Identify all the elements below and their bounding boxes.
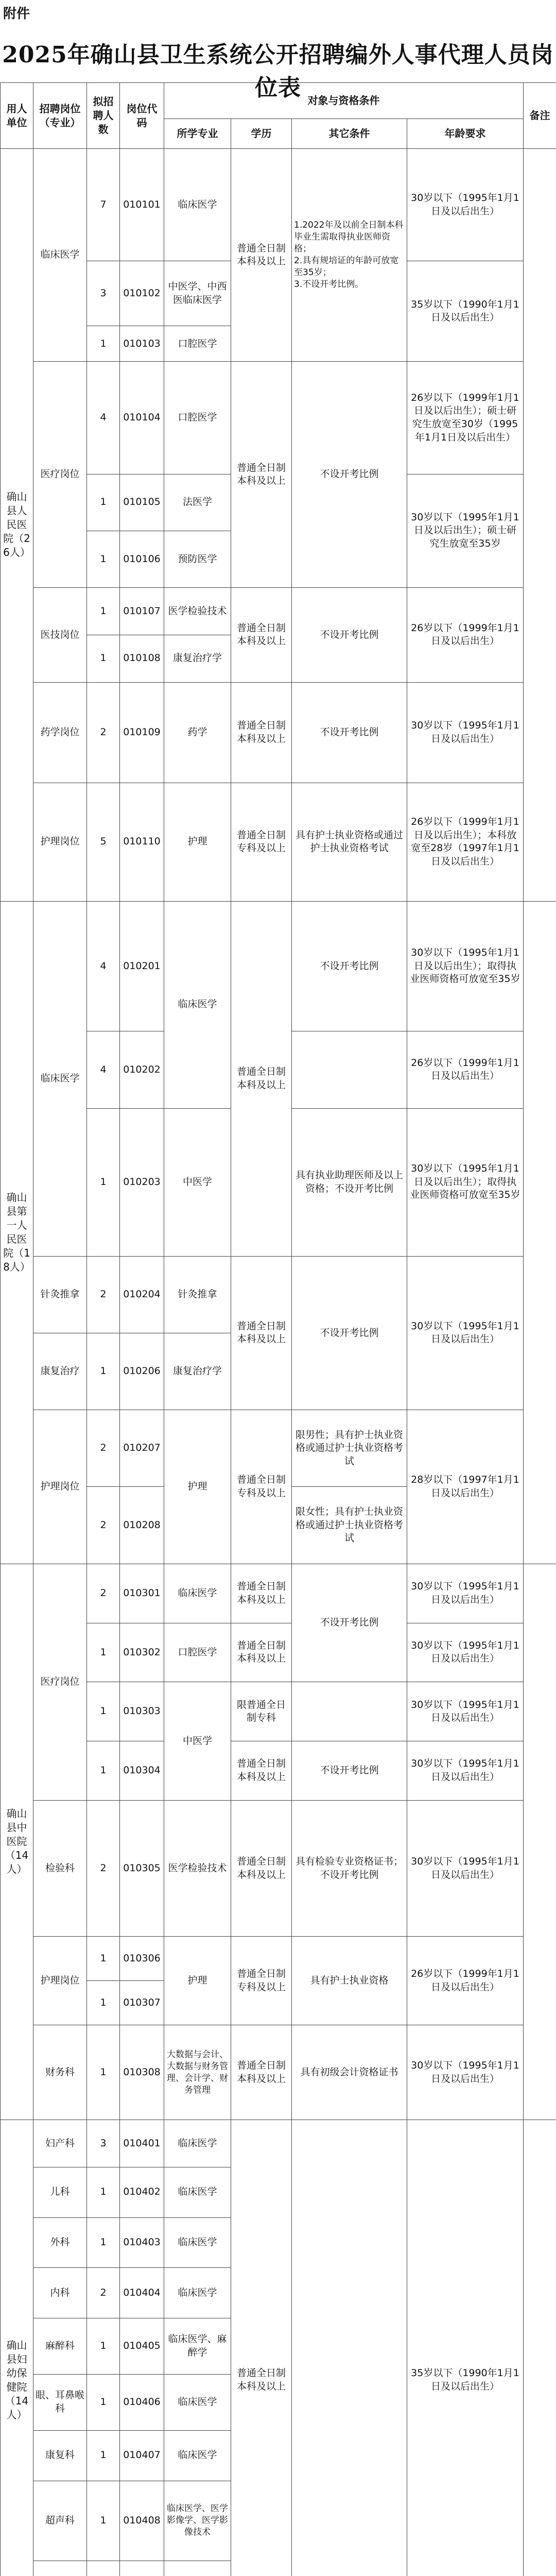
table-row: [1, 2120, 556, 2167]
count-cell: 1: [87, 635, 120, 682]
table-row: [1, 1801, 556, 1937]
post-cell: 护理岗位: [33, 1937, 87, 2025]
other-cell: 1.2022年及以前全日制本科毕业生需取得执业医师资格； 2.具有规培证的年龄可放宽至35岁； 3.不设开考比例。: [292, 149, 407, 362]
age-cell: 30岁以下（1995年1月1日及以后出生）: [407, 149, 524, 261]
other-cell: 不设开考比例: [292, 901, 407, 1031]
age-cell: 28岁以下（1997年1月1日及以后出生）: [407, 1410, 524, 1564]
major-cell: 临床医学: [164, 2268, 231, 2318]
table-row: [1, 901, 556, 1031]
count-cell: 2: [87, 1256, 120, 1333]
major-cell: 医学检验技术: [164, 588, 231, 635]
code-cell: 010303: [120, 1682, 164, 1741]
code-cell: 010101: [120, 149, 164, 261]
age-cell: 30岁以下（1995年1月1日及以后出生）: [407, 1623, 524, 1682]
edu-cell: 普通全日制本科及以上: [231, 149, 292, 362]
attachment-label: 附件: [3, 6, 30, 22]
unit-cell: 确山县第一人民医院（18人）: [1, 901, 33, 1564]
count-cell: 1: [87, 2481, 120, 2561]
post-cell: 康复科: [33, 2430, 87, 2481]
edu-cell: 普通全日制本科及以上: [231, 1801, 292, 1937]
major-cell: 中医学、中西医临床医学: [164, 261, 231, 326]
code-cell: 010206: [120, 1333, 164, 1410]
edu-cell: 普通全日制本科及以上: [231, 901, 292, 1256]
major-cell: 护理: [164, 1410, 231, 1564]
other-cell: 不设开考比例: [292, 588, 407, 683]
code-cell: 010105: [120, 474, 164, 531]
code-cell: 010307: [120, 1981, 164, 2025]
count-cell: 1: [87, 2025, 120, 2120]
age-cell: 30岁以下（1995年1月1日及以后出生）: [407, 1564, 524, 1623]
post-cell: 临床医学: [33, 901, 87, 1256]
post-cell: 医疗岗位: [33, 362, 87, 588]
table-row: [1, 588, 556, 635]
count-cell: 1: [87, 1682, 120, 1741]
code-cell: 010308: [120, 2025, 164, 2120]
count-cell: 3: [87, 261, 120, 326]
post-cell: 眼、耳鼻喉科: [33, 2374, 87, 2430]
count-cell: 1: [87, 1108, 120, 1256]
major-cell: 临床医学: [164, 2120, 231, 2167]
major-cell: 临床医学、麻醉学: [164, 2318, 231, 2374]
count-cell: 4: [87, 901, 120, 1031]
major-cell: 临床医学: [164, 1564, 231, 1623]
major-cell: 临床医学: [164, 2374, 231, 2430]
code-cell: 010201: [120, 901, 164, 1031]
table-row: [1, 1410, 556, 1487]
other-cell: [292, 1031, 407, 1108]
code-cell: 010301: [120, 1564, 164, 1623]
count-cell: 1: [87, 1741, 120, 1801]
header-other: 其它条件: [292, 119, 407, 149]
code-cell: 010304: [120, 1741, 164, 1801]
age-cell: 30岁以下（1995年1月1日及以后出生）: [407, 1741, 524, 1801]
remark-cell: [524, 901, 556, 1564]
major-cell: 护理: [164, 783, 231, 901]
major-cell: [164, 2561, 231, 2576]
header-conditions: 对象与资格条件: [164, 83, 524, 119]
age-cell: 26岁以下（1999年1月1日及以后出生）: [407, 1031, 524, 1108]
code-cell: 010405: [120, 2318, 164, 2374]
edu-cell: 普通全日制本科及以上: [231, 2025, 292, 2120]
age-cell: 30岁以下（1995年1月1日及以后出生）: [407, 682, 524, 783]
count-cell: [87, 2561, 120, 2576]
other-cell: 限男性；具有护士执业资格或通过护士执业资格考试: [292, 1410, 407, 1487]
major-cell: 中医学: [164, 1108, 231, 1256]
major-cell: 中医学: [164, 1682, 231, 1801]
table-row: [1, 783, 556, 901]
count-cell: 4: [87, 1031, 120, 1108]
count-cell: 1: [87, 1937, 120, 1981]
remark-cell: [524, 2120, 556, 2576]
count-cell: 5: [87, 783, 120, 901]
post-cell: 超声科: [33, 2481, 87, 2561]
other-cell: 具有护士执业资格或通过护士执业资格考试: [292, 783, 407, 901]
header-post: 招聘岗位（专业）: [33, 83, 87, 149]
header-major: 所学专业: [164, 119, 231, 149]
major-cell: 药学: [164, 682, 231, 783]
count-cell: 1: [87, 2318, 120, 2374]
post-cell: 药学岗位: [33, 682, 87, 783]
other-cell: 具有执业助理医师及以上资格；不设开考比例: [292, 1108, 407, 1256]
count-cell: 2: [87, 1801, 120, 1937]
count-cell: 2: [87, 1564, 120, 1623]
other-cell: 具有护士执业资格: [292, 1937, 407, 2025]
post-cell: 检验科: [33, 1801, 87, 1937]
major-cell: 大数据与会计、大数据与财务管理、会计学、财务管理: [164, 2025, 231, 2120]
age-cell: 30岁以下（1995年1月1日及以后出生）: [407, 1801, 524, 1937]
count-cell: 1: [87, 1981, 120, 2025]
code-cell: 010401: [120, 2120, 164, 2167]
major-cell: 临床医学: [164, 901, 231, 1108]
major-cell: 护理: [164, 1937, 231, 2025]
code-cell: 010402: [120, 2167, 164, 2217]
code-cell: 010109: [120, 682, 164, 783]
code-cell: 010103: [120, 326, 164, 362]
other-cell: 具有初级会计资格证书: [292, 2025, 407, 2120]
other-cell: 限女性；具有护士执业资格或通过护士执业资格考试: [292, 1487, 407, 1564]
age-cell: 26岁以下（1999年1月1日及以后出生）: [407, 1937, 524, 2025]
table-row: [1, 1937, 556, 1981]
age-cell: 26岁以下（1999年1月1日及以后出生）；本科放宽至28岁（1997年1月1日及以后出生）: [407, 783, 524, 901]
edu-cell: 普通全日制本科及以上: [231, 2120, 292, 2576]
major-cell: 临床医学: [164, 2430, 231, 2481]
count-cell: 1: [87, 2217, 120, 2268]
header-age: 年龄要求: [407, 119, 524, 149]
table-row: [1, 149, 556, 261]
edu-cell: 普通全日制本科及以上: [231, 1623, 292, 1682]
count-cell: 7: [87, 149, 120, 261]
code-cell: 010102: [120, 261, 164, 326]
code-cell: [120, 2561, 164, 2576]
age-cell: 30岁以下（1995年1月1日及以后出生）；取得执业医师资格可放宽至35岁: [407, 1108, 524, 1256]
count-cell: 2: [87, 2268, 120, 2318]
post-cell: 外科: [33, 2217, 87, 2268]
remark-cell: [524, 149, 556, 902]
edu-cell: 普通全日制本科及以上: [231, 362, 292, 588]
post-cell: 财务科: [33, 2025, 87, 2120]
other-cell: 具有检验专业资格证书；不设开考比例: [292, 1801, 407, 1937]
count-cell: 1: [87, 588, 120, 635]
major-cell: 口腔医学: [164, 1623, 231, 1682]
positions-table: [0, 82, 556, 2576]
major-cell: 口腔医学: [164, 362, 231, 474]
count-cell: 2: [87, 1487, 120, 1564]
age-cell: 30岁以下（1995年1月1日及以后出生）: [407, 2025, 524, 2120]
post-cell: 护理岗位: [33, 1410, 87, 1564]
major-cell: 临床医学、医学影像学、医学影像技术: [164, 2481, 231, 2561]
edu-cell: 普通全日制本科及以上: [231, 1564, 292, 1623]
table-row: [1, 1564, 556, 1623]
age-cell: 30岁以下（1995年1月1日及以后出生）: [407, 1682, 524, 1741]
code-cell: 010305: [120, 1801, 164, 1937]
post-cell: [33, 2561, 87, 2576]
count-cell: 1: [87, 326, 120, 362]
other-cell: 不设开考比例: [292, 682, 407, 783]
edu-cell: 普通全日制专科及以上: [231, 1410, 292, 1564]
other-cell: 不设开考比例: [292, 1564, 407, 1682]
other-cell: [292, 1682, 407, 1741]
major-cell: 针灸推拿: [164, 1256, 231, 1333]
age-cell: 30岁以下（1995年1月1日及以后出生）；硕士研究生放宽至35岁: [407, 474, 524, 587]
age-cell: 26岁以下（1999年1月1日及以后出生）；硕士研究生放宽至30岁（1995年1月1日及以后出生）: [407, 362, 524, 474]
count-cell: 1: [87, 2374, 120, 2430]
post-cell: 医疗岗位: [33, 1564, 87, 1800]
code-cell: 010207: [120, 1410, 164, 1487]
count-cell: 2: [87, 682, 120, 783]
unit-cell: 确山县人民医院（26人）: [1, 149, 33, 902]
code-cell: 010302: [120, 1623, 164, 1682]
major-cell: 临床医学: [164, 149, 231, 261]
code-cell: 010108: [120, 635, 164, 682]
header-count: 拟招聘人数: [87, 83, 120, 149]
page-title: 2025年确山县卫生系统公开招聘编外人事代理人员岗位表: [2, 42, 554, 101]
code-cell: 010107: [120, 588, 164, 635]
header-code: 岗位代码: [120, 83, 164, 149]
major-cell: 口腔医学: [164, 326, 231, 362]
code-cell: 010403: [120, 2217, 164, 2268]
count-cell: 2: [87, 1410, 120, 1487]
age-cell: 26岁以下（1999年1月1日及以后出生）: [407, 588, 524, 683]
major-cell: 康复治疗学: [164, 635, 231, 682]
code-cell: 010204: [120, 1256, 164, 1333]
age-cell: 35岁以下（1990年1月1日及以后出生）: [407, 2120, 524, 2576]
code-cell: 010407: [120, 2430, 164, 2481]
post-cell: 妇产科: [33, 2120, 87, 2167]
edu-cell: 普通全日制本科及以上: [231, 682, 292, 783]
code-cell: 010106: [120, 531, 164, 587]
code-cell: 010404: [120, 2268, 164, 2318]
header-unit: 用人单位: [1, 83, 33, 149]
count-cell: 4: [87, 362, 120, 474]
other-cell: 不设开考比例: [292, 1256, 407, 1410]
table-row: [1, 2025, 556, 2120]
count-cell: 1: [87, 2167, 120, 2217]
code-cell: 010110: [120, 783, 164, 901]
major-cell: 法医学: [164, 474, 231, 531]
remark-cell: [524, 1564, 556, 2120]
post-cell: 儿科: [33, 2167, 87, 2217]
edu-cell: 普通全日制本科及以上: [231, 588, 292, 683]
table-row: [1, 682, 556, 783]
post-cell: 医技岗位: [33, 588, 87, 683]
post-cell: 针灸推拿: [33, 1256, 87, 1333]
header-remark: 备注: [524, 83, 556, 149]
age-cell: 30岁以下（1995年1月1日及以后出生）: [407, 1256, 524, 1410]
post-cell: 康复治疗: [33, 1333, 87, 1410]
other-cell: 不设开考比例: [292, 362, 407, 588]
major-cell: 临床医学: [164, 2167, 231, 2217]
other-cell: [292, 2120, 407, 2576]
table-row: [1, 1256, 556, 1333]
count-cell: 1: [87, 2430, 120, 2481]
other-cell: 不设开考比例: [292, 1741, 407, 1801]
edu-cell: 普通全日制本科及以上: [231, 1741, 292, 1801]
major-cell: 临床医学: [164, 2217, 231, 2268]
edu-cell: 限普通全日制专科: [231, 1682, 292, 1741]
major-cell: 预防医学: [164, 531, 231, 587]
edu-cell: 普通全日制专科及以上: [231, 783, 292, 901]
count-cell: 1: [87, 531, 120, 587]
count-cell: 1: [87, 1623, 120, 1682]
table-row: [1, 362, 556, 474]
code-cell: 010208: [120, 1487, 164, 1564]
count-cell: 1: [87, 474, 120, 531]
code-cell: 010202: [120, 1031, 164, 1108]
unit-cell: 确山县中医院（14人）: [1, 1564, 33, 2120]
unit-cell: 确山县妇幼保健院（14人）: [1, 2120, 33, 2576]
edu-cell: 普通全日制专科及以上: [231, 1937, 292, 2025]
code-cell: 010104: [120, 362, 164, 474]
post-cell: 护理岗位: [33, 783, 87, 901]
major-cell: 医学检验技术: [164, 1801, 231, 1937]
code-cell: 010306: [120, 1937, 164, 1981]
age-cell: 30岁以下（1995年1月1日及以后出生）；取得执业医师资格可放宽至35岁: [407, 901, 524, 1031]
post-cell: 麻醉科: [33, 2318, 87, 2374]
count-cell: 3: [87, 2120, 120, 2167]
code-cell: 010406: [120, 2374, 164, 2430]
major-cell: 康复治疗学: [164, 1333, 231, 1410]
code-cell: 010203: [120, 1108, 164, 1256]
post-cell: 内科: [33, 2268, 87, 2318]
post-cell: 临床医学: [33, 149, 87, 362]
count-cell: 1: [87, 1333, 120, 1410]
edu-cell: 普通全日制本科及以上: [231, 1256, 292, 1410]
age-cell: 35岁以下（1990年1月1日及以后出生）: [407, 261, 524, 362]
header-edu: 学历: [231, 119, 292, 149]
code-cell: 010408: [120, 2481, 164, 2561]
